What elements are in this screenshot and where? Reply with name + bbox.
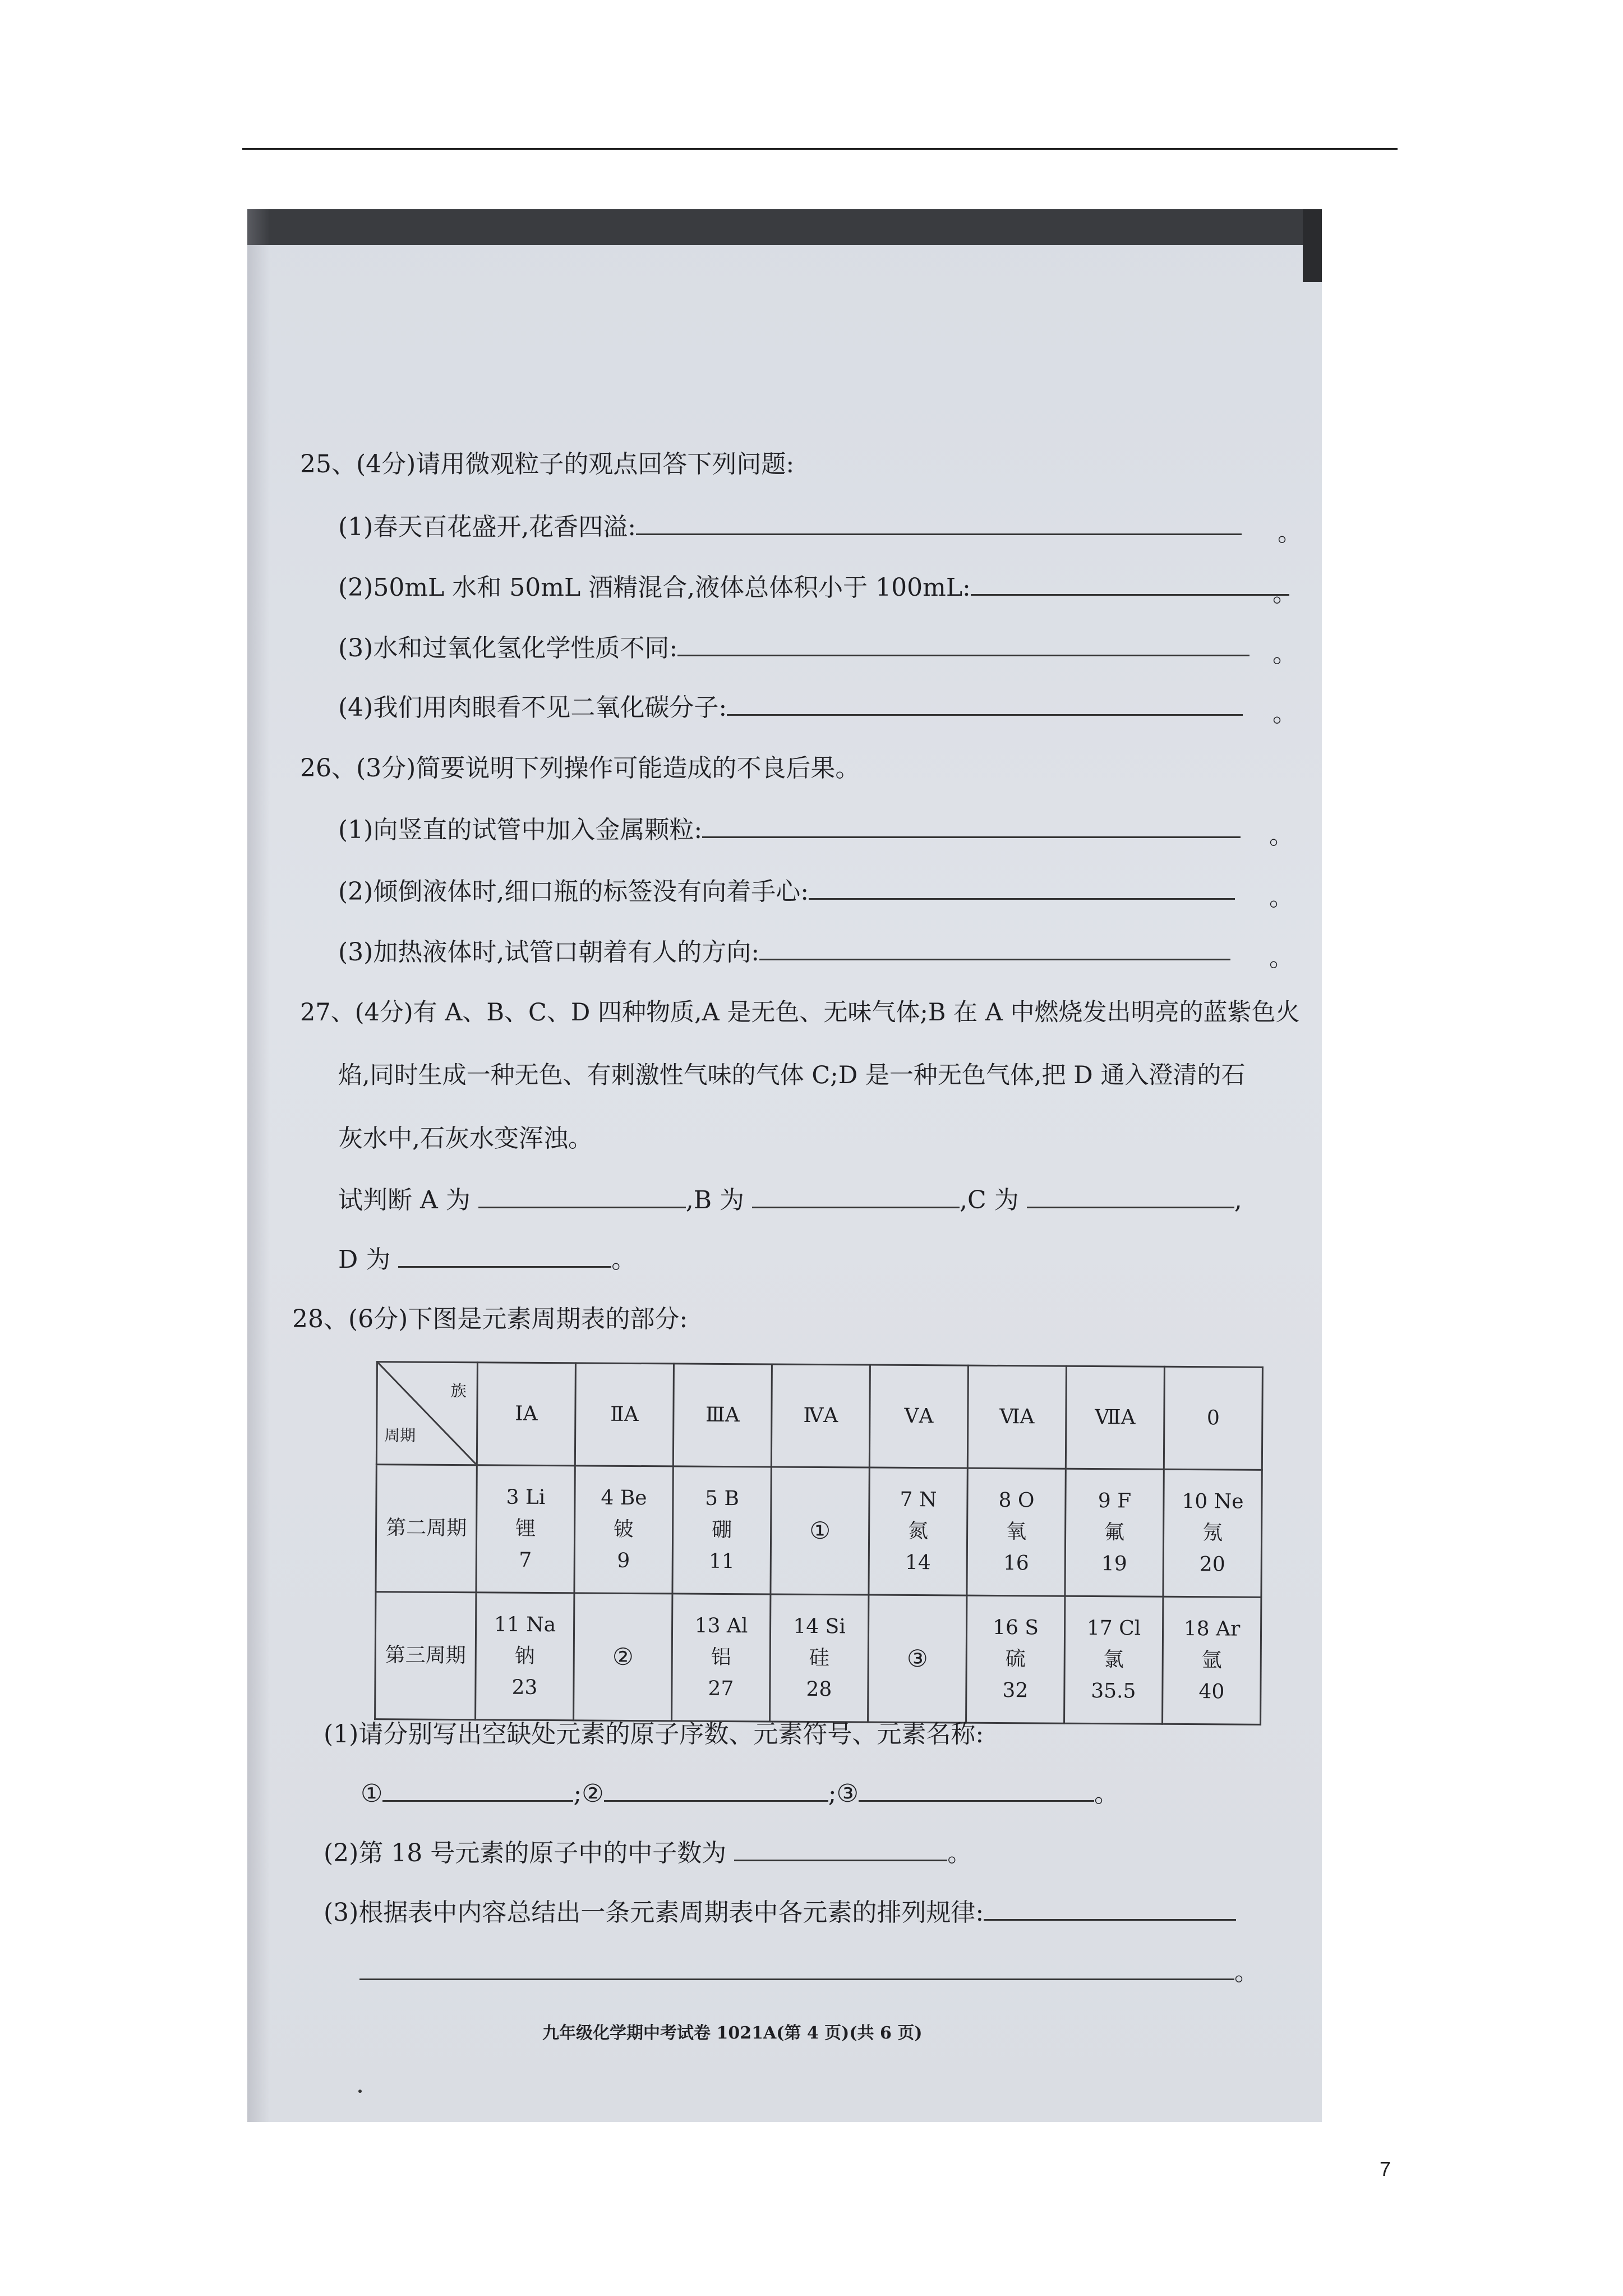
end-mark: 。 xyxy=(1272,699,1297,728)
page-number: 7 xyxy=(1380,2157,1391,2180)
element-symbol: 10 Ne xyxy=(1182,1489,1244,1513)
element-name: 氖 xyxy=(1202,1521,1223,1545)
end-mark: 。 xyxy=(947,1839,972,1867)
header-rule xyxy=(242,148,1398,150)
group-header: 0 xyxy=(1164,1366,1262,1470)
element-name: 硫 xyxy=(1005,1648,1026,1671)
corner-group-label: 族 xyxy=(450,1381,467,1401)
q28-sub-2-text: (2)第 18 号元素的原子中的中子数为 xyxy=(324,1839,727,1867)
element-name: 硅 xyxy=(809,1646,829,1670)
answer-blank-2 xyxy=(604,1800,828,1802)
element-mass: 7 xyxy=(519,1548,532,1572)
q27-c-label: ,C 为 xyxy=(960,1186,1019,1214)
element-cell xyxy=(672,1594,771,1722)
answer-blank xyxy=(984,1918,1236,1921)
element-cell xyxy=(770,1594,869,1722)
answer-blank-a xyxy=(478,1206,686,1208)
q28-sub-1: (1)请分别写出空缺处元素的原子序数、元素符号、元素名称: xyxy=(324,1720,984,1749)
answer-blank-d xyxy=(398,1266,611,1268)
exam-footer: 九年级化学期中考试卷 1021A(第 4 页)(共 6 页) xyxy=(542,2023,923,2043)
element-cell xyxy=(1163,1469,1262,1597)
element-symbol: 9 F xyxy=(1098,1489,1132,1513)
element-cell xyxy=(1163,1596,1261,1724)
element-name: 氧 xyxy=(1006,1520,1027,1544)
element-mass: 11 xyxy=(708,1549,735,1573)
q28-sub-3-continued xyxy=(359,1952,1259,1987)
element-symbol: 8 O xyxy=(998,1488,1035,1512)
q28-sub-3 xyxy=(324,1892,1236,1928)
q26-item-1-text: (1)向竖直的试管中加入金属颗粒: xyxy=(338,816,703,844)
element-name: 氮 xyxy=(907,1519,929,1543)
q26-item-1 xyxy=(338,809,1241,845)
element-cell xyxy=(1064,1596,1163,1724)
q26-item-2-text: (2)倾倒液体时,细口瓶的标签没有向着手心: xyxy=(338,877,809,906)
blank-element-cell: ③ xyxy=(868,1595,967,1723)
q25-item-3 xyxy=(338,628,1249,664)
element-symbol: 14 Si xyxy=(793,1614,846,1639)
answer-blank xyxy=(359,1978,1234,1980)
exam-page-photo xyxy=(247,209,1322,2122)
element-mass: 20 xyxy=(1199,1553,1225,1576)
end-mark: 。 xyxy=(1278,518,1302,547)
corner-period-label: 周期 xyxy=(384,1426,416,1445)
element-cell xyxy=(967,1468,1066,1596)
q26-item-2 xyxy=(338,871,1235,907)
element-mass: 28 xyxy=(806,1677,832,1701)
group-header-row xyxy=(376,1362,1262,1470)
end-mark: 。 xyxy=(1269,944,1294,972)
end-mark: 。 xyxy=(1234,1958,1259,1986)
element-name: 氟 xyxy=(1104,1521,1125,1544)
answer-blank xyxy=(734,1859,947,1861)
answer-blank-b xyxy=(752,1206,960,1208)
q26-item-3 xyxy=(338,932,1230,968)
q28-title: 28、(6分)下图是元素周期表的部分: xyxy=(292,1305,688,1333)
photo-dark-edge xyxy=(247,209,1322,245)
q25-item-2-text: (2)50mL 水和 50mL 酒精混合,液体总体积小于 100mL: xyxy=(338,573,971,602)
answer-blank xyxy=(636,533,1242,535)
q27-d-label: D 为 xyxy=(338,1245,391,1274)
end-mark: 。 xyxy=(1269,883,1294,912)
q28-sub-3-text: (3)根据表中内容总结出一条元素周期表中各元素的排列规律: xyxy=(324,1898,984,1927)
q26-item-3-text: (3)加热液体时,试管口朝着有人的方向: xyxy=(338,938,760,967)
photo-dark-corner xyxy=(1303,209,1322,282)
mark-3: ;③ xyxy=(828,1779,859,1808)
end-mark: 。 xyxy=(1094,1779,1119,1808)
element-name: 铝 xyxy=(711,1645,731,1669)
answer-blank xyxy=(759,958,1230,960)
period-row-2 xyxy=(376,1465,1262,1598)
element-name: 铍 xyxy=(614,1517,634,1541)
q25-item-4 xyxy=(338,687,1243,723)
mark-2: ;② xyxy=(573,1779,604,1808)
group-header: ⅥA xyxy=(967,1365,1066,1469)
element-name: 钠 xyxy=(514,1644,535,1668)
element-cell xyxy=(476,1593,574,1720)
blank-element-cell: ② xyxy=(574,1593,672,1721)
q27-title: 27、(4分)有 A、B、C、D 四种物质,A 是无色、无味气体;B 在 A 中燃烧发出明亮的蓝紫色火 xyxy=(300,999,1300,1027)
q25-item-1-text: (1)春天百花盛开,花香四溢: xyxy=(338,513,637,541)
element-cell xyxy=(476,1465,575,1593)
element-symbol: 13 Al xyxy=(694,1614,748,1638)
group-header: ⅣA xyxy=(771,1364,870,1467)
answer-blank xyxy=(702,836,1241,838)
element-name: 氯 xyxy=(1103,1648,1124,1672)
element-symbol: 11 Na xyxy=(494,1613,556,1637)
element-mass: 16 xyxy=(1003,1552,1029,1575)
q27-line-2: 焰,同时生成一种无色、有刺激性气味的气体 C;D 是一种无色气体,把 D 通入澄清的石 xyxy=(338,1061,1246,1089)
element-cell xyxy=(1065,1469,1164,1596)
element-mass: 9 xyxy=(617,1549,630,1572)
group-header: ⅤA xyxy=(869,1365,968,1468)
q25-item-1 xyxy=(338,507,1242,542)
element-mass: 14 xyxy=(905,1550,931,1575)
answer-blank xyxy=(809,898,1235,900)
element-mass: 19 xyxy=(1101,1552,1127,1576)
element-symbol: 18 Ar xyxy=(1183,1617,1241,1641)
q25-item-4-text: (4)我们用肉眼看不见二氧化碳分子: xyxy=(338,693,727,722)
q25-item-3-text: (3)水和过氧化氢化学性质不同: xyxy=(338,634,678,662)
group-header: ⅢA xyxy=(673,1364,772,1467)
answer-blank-c xyxy=(1027,1206,1234,1208)
speck xyxy=(358,2090,362,2093)
end-mark: 。 xyxy=(1272,579,1297,608)
q26-title: 26、(3分)简要说明下列操作可能造成的不良后果。 xyxy=(300,754,860,783)
element-symbol: 17 Cl xyxy=(1086,1616,1141,1640)
element-mass: 27 xyxy=(708,1677,734,1701)
element-name: 硼 xyxy=(712,1518,732,1542)
group-header: ⅡA xyxy=(575,1363,674,1466)
element-cell xyxy=(966,1595,1065,1723)
element-mass: 32 xyxy=(1002,1679,1029,1703)
q27-line-3: 灰水中,石灰水变浑浊。 xyxy=(338,1124,593,1153)
answer-blank xyxy=(971,593,1289,596)
periodic-table xyxy=(374,1361,1264,1726)
q28-sub-1-answers xyxy=(361,1773,1119,1809)
element-mass: 23 xyxy=(511,1676,538,1699)
group-header: ⅦA xyxy=(1066,1366,1164,1469)
blank-element-cell: ① xyxy=(771,1467,869,1595)
element-symbol: 4 Be xyxy=(601,1486,647,1510)
q27-answers xyxy=(338,1180,1242,1216)
element-symbol: 7 N xyxy=(900,1488,937,1512)
q25-title: 25、(4分)请用微观粒子的观点回答下列问题: xyxy=(300,450,795,478)
element-symbol: 16 S xyxy=(992,1616,1039,1640)
comma-mark: , xyxy=(1234,1186,1242,1214)
period-label: 第二周期 xyxy=(376,1465,477,1593)
end-mark: 。 xyxy=(611,1245,637,1274)
q27-a-label: 试判断 A 为 xyxy=(338,1186,471,1214)
period-row-3 xyxy=(375,1592,1261,1725)
q28-sub-2 xyxy=(324,1833,972,1869)
element-cell xyxy=(574,1466,673,1594)
end-mark: 。 xyxy=(1272,639,1297,668)
answer-blank-3 xyxy=(859,1800,1094,1802)
end-mark: 。 xyxy=(1269,821,1294,850)
photo-shadow xyxy=(247,209,270,2122)
element-symbol: 3 Li xyxy=(506,1485,546,1510)
element-name: 氩 xyxy=(1201,1649,1222,1672)
element-name: 锂 xyxy=(515,1517,536,1540)
element-cell xyxy=(672,1466,771,1594)
answer-blank xyxy=(727,714,1243,716)
group-header: ⅠA xyxy=(477,1363,575,1466)
element-symbol: 5 B xyxy=(704,1487,740,1511)
element-cell xyxy=(869,1467,967,1595)
answer-blank xyxy=(677,654,1249,656)
q25-item-2 xyxy=(338,567,1289,603)
period-label: 第三周期 xyxy=(375,1592,476,1720)
element-mass: 35.5 xyxy=(1091,1679,1136,1703)
q27-b-label: ,B 为 xyxy=(685,1186,745,1214)
mark-1: ① xyxy=(361,1779,383,1808)
q27-answer-d xyxy=(338,1239,636,1275)
corner-header xyxy=(376,1362,477,1465)
element-mass: 40 xyxy=(1198,1680,1225,1704)
answer-blank-1 xyxy=(382,1800,573,1802)
